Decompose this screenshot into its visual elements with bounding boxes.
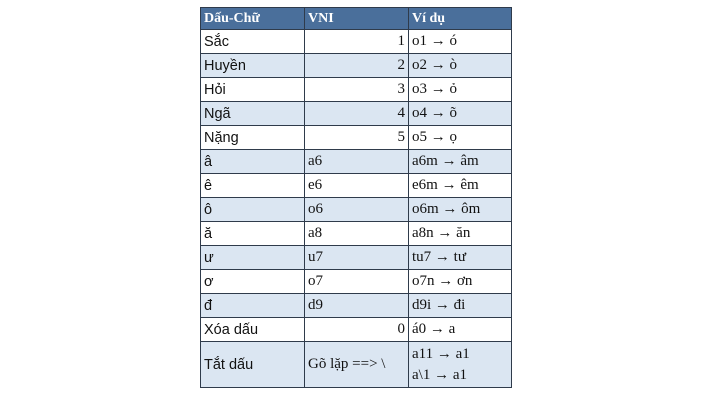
table-row xyxy=(201,270,512,294)
cell-mark: đ xyxy=(201,294,305,318)
table-row xyxy=(201,318,512,342)
cell-vni: e6 xyxy=(305,174,409,198)
cell-vni: 4 xyxy=(305,102,409,126)
cell-vni: 2 xyxy=(305,54,409,78)
cell-vni: 5 xyxy=(305,126,409,150)
cell-mark: ê xyxy=(201,174,305,198)
cell-mark: Sắc xyxy=(201,30,305,54)
cell-vni: o6 xyxy=(305,198,409,222)
cell-mark: ô xyxy=(201,198,305,222)
cell-vni: u7 xyxy=(305,246,409,270)
cell-mark: Ngã xyxy=(201,102,305,126)
cell-vni: a8 xyxy=(305,222,409,246)
vni-typing-table xyxy=(200,7,512,388)
cell-mark: ư xyxy=(201,246,305,270)
table-row-tat-dau xyxy=(201,342,512,388)
cell-example: tu7 → tư xyxy=(409,246,512,270)
cell-example: e6m → êm xyxy=(409,174,512,198)
example-line-2: a\1 → a1 xyxy=(412,366,467,383)
cell-mark: Tắt dấu xyxy=(201,342,305,388)
table-row xyxy=(201,174,512,198)
cell-mark: Nặng xyxy=(201,126,305,150)
cell-example: o1 → ó xyxy=(409,30,512,54)
cell-vni: o7 xyxy=(305,270,409,294)
cell-vni: a6 xyxy=(305,150,409,174)
table-body xyxy=(201,30,512,388)
cell-mark: Hỏi xyxy=(201,78,305,102)
table-row xyxy=(201,150,512,174)
table-row xyxy=(201,30,512,54)
header-vni: VNI xyxy=(305,8,409,30)
table-row xyxy=(201,222,512,246)
cell-mark: Xóa dấu xyxy=(201,318,305,342)
cell-vni: 3 xyxy=(305,78,409,102)
table-row xyxy=(201,102,512,126)
cell-example: o2 → ò xyxy=(409,54,512,78)
cell-example: o4 → õ xyxy=(409,102,512,126)
cell-mark: ơ xyxy=(201,270,305,294)
table-row xyxy=(201,198,512,222)
cell-vni: d9 xyxy=(305,294,409,318)
table-row xyxy=(201,54,512,78)
header-example: Ví dụ xyxy=(409,8,512,30)
table-row xyxy=(201,126,512,150)
cell-vni: 0 xyxy=(305,318,409,342)
cell-example xyxy=(409,342,512,388)
table-row xyxy=(201,294,512,318)
cell-example: o6m → ôm xyxy=(409,198,512,222)
cell-mark: â xyxy=(201,150,305,174)
cell-example: á0 → a xyxy=(409,318,512,342)
table-header-row xyxy=(201,8,512,30)
header-mark: Dấu-Chữ xyxy=(201,8,305,30)
table-row xyxy=(201,78,512,102)
cell-example: o7n → ơn xyxy=(409,270,512,294)
cell-example: o5 → ọ xyxy=(409,126,512,150)
cell-example: a6m → âm xyxy=(409,150,512,174)
cell-example: d9i → đi xyxy=(409,294,512,318)
cell-vni: 1 xyxy=(305,30,409,54)
cell-vni: Gõ lặp ==> \ xyxy=(305,342,409,388)
vni-table-container xyxy=(200,7,511,388)
cell-example: o3 → ỏ xyxy=(409,78,512,102)
example-line-1: a11 → a1 xyxy=(412,345,470,362)
cell-example: a8n → ăn xyxy=(409,222,512,246)
cell-mark: ă xyxy=(201,222,305,246)
table-row xyxy=(201,246,512,270)
cell-mark: Huyền xyxy=(201,54,305,78)
